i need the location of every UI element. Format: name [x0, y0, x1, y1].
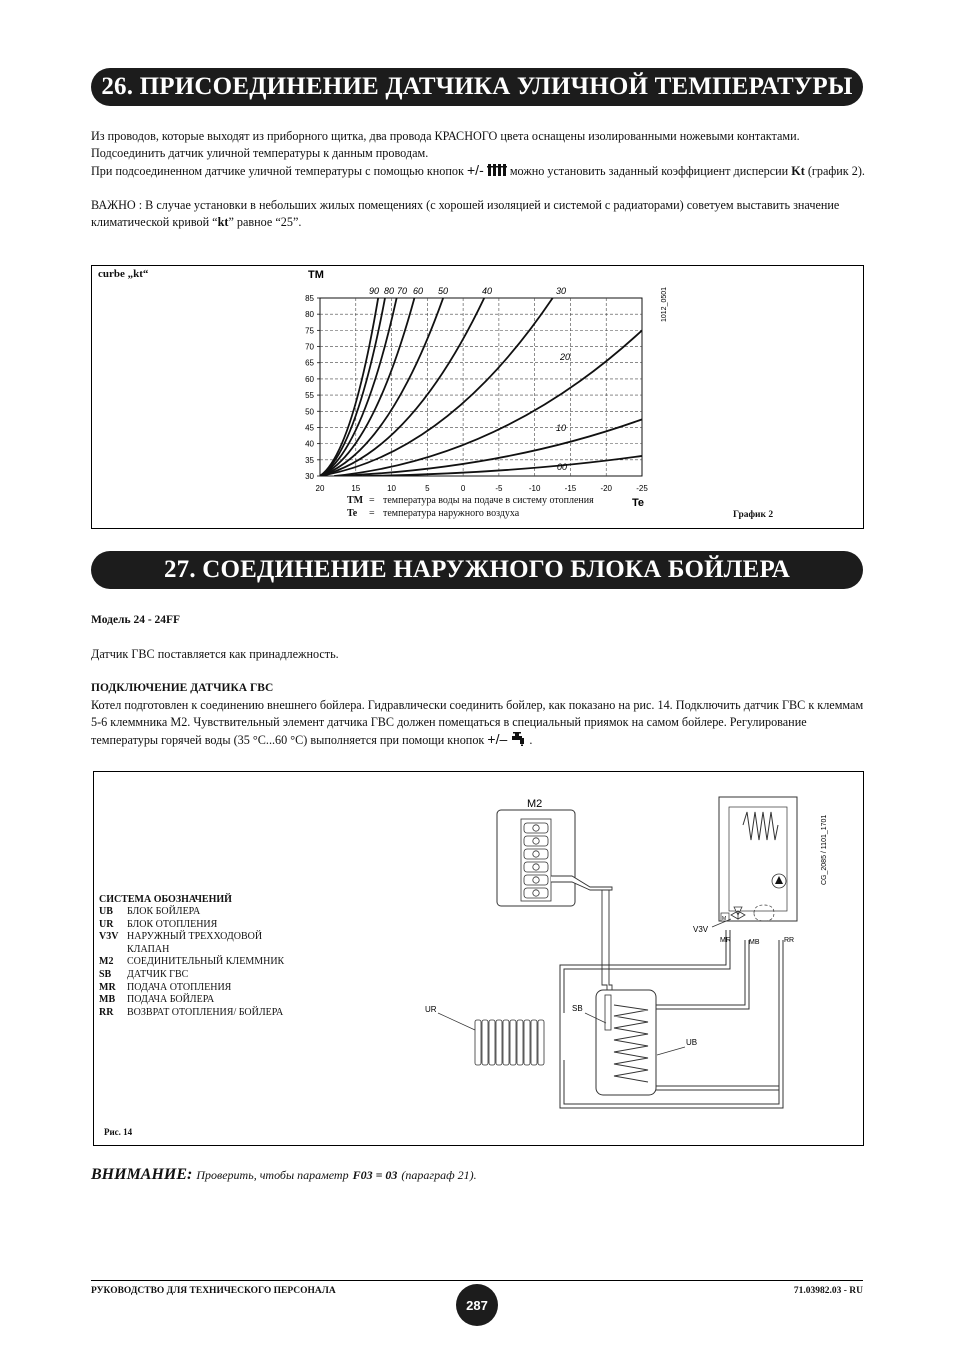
y-tick-label: 80	[305, 310, 314, 320]
parameter-value: F03 = 03	[352, 1168, 398, 1182]
radiator-fin	[524, 1020, 530, 1065]
legend-value: ВОЗВРАТ ОТОПЛЕНИЯ/ БОЙЛЕРА	[127, 1006, 284, 1018]
piping	[560, 930, 783, 1108]
y-tick-label: 50	[305, 407, 314, 417]
x-tick-label: -5	[495, 484, 503, 493]
model-label: Модель 24 - 24FF	[91, 614, 181, 626]
x-axis-label: Te	[632, 497, 645, 509]
paragraph-important: ВАЖНО : В случае установки в небольших жилых помещениях (с хорошей изоляцией и системой с радиаторами) советуем выставить значение климатической кривой “kt” равное “25”.	[91, 198, 840, 229]
figure-caption: Рис. 14	[104, 1127, 133, 1137]
radiator-fin	[531, 1020, 537, 1065]
terminal-screw	[533, 877, 539, 883]
curve-label-20: 20	[560, 352, 571, 362]
y-tick-label: 40	[305, 439, 314, 449]
v3v-label: V3V	[693, 925, 709, 934]
y-tick-label: 75	[305, 326, 314, 336]
footer-rule	[91, 1280, 863, 1281]
x-tick-label: -25	[636, 484, 648, 493]
legend-key: MR	[99, 981, 116, 993]
legend-key: UR	[99, 918, 114, 930]
x-tick-label: 0	[460, 484, 466, 493]
sb-label: SB	[572, 1004, 583, 1013]
curve-label-40: 40	[482, 286, 493, 296]
gas-boiler-housing	[719, 797, 797, 921]
footer-right: 71.03982.03 - RU	[793, 1286, 863, 1296]
footer-left: РУКОВОДСТВО ДЛЯ ТЕХНИЧЕСКОГО ПЕРСОНАЛА	[91, 1286, 336, 1296]
curve-label-00: 00	[557, 462, 568, 472]
radiator-fin	[482, 1020, 488, 1065]
paragraph-kt: При подсоединенном датчике уличной температуры с помощью кнопок +/- можно установить заданный коэффициент дисперсии Kt (график 2).	[91, 162, 865, 178]
mr-label: MR	[720, 937, 731, 944]
attention-note: ВНИМАНИЕ: Проверить, чтобы параметр F03 = 03 (параграф 21).	[91, 1166, 477, 1183]
attention-label: ВНИМАНИЕ:	[91, 1166, 193, 1183]
page-number: 287	[456, 1284, 498, 1326]
x-tick-label: -10	[528, 484, 541, 493]
terminal-screw	[533, 838, 539, 844]
radiator	[475, 1020, 544, 1065]
terminal-strip	[521, 819, 551, 901]
section-26-title: 26. ПРИСОЕДИНЕНИЕ ДАТЧИКА УЛИЧНОЙ ТЕМПЕРАТУРЫ	[91, 68, 863, 106]
radiator-fin	[517, 1020, 523, 1065]
y-tick-label: 85	[305, 294, 314, 303]
radiator-fin	[503, 1020, 509, 1065]
y-tick-label: 60	[305, 374, 314, 384]
y-tick-label: 45	[305, 423, 314, 433]
svg-text:M: M	[722, 916, 727, 922]
paragraph-wires: Из проводов, которые выходят из приборного щитка, два провода КРАСНОГО цвета оснащены изолированными ножевыми контактами. Подсоединить датчик уличной температуры к данным проводам.	[91, 129, 800, 160]
curve-label-70: 70	[397, 286, 408, 296]
legend-value: БЛОК БОЙЛЕРА	[127, 906, 201, 917]
legend-te: Te = температура наружного воздуха	[347, 507, 520, 519]
radiator-fin	[510, 1020, 516, 1065]
legend-key: SB	[99, 968, 112, 980]
mb-label: MB	[749, 939, 760, 946]
legend-key: M2	[99, 956, 114, 968]
x-tick-label: 10	[387, 484, 397, 493]
y-tick-label: 30	[305, 472, 314, 481]
y-axis-label: TM	[308, 269, 324, 281]
plus-minus-button-label-2: +/–	[487, 731, 508, 747]
paragraph-accessory: Датчик ГВС поставляется как принадлежность.	[91, 647, 339, 661]
legend-key: V3V	[99, 931, 119, 943]
legend-value: КЛАПАН	[127, 943, 170, 955]
legend-value: СОЕДИНИТЕЛЬНЫЙ КЛЕММНИК	[127, 956, 285, 968]
x-tick-label: 20	[315, 484, 325, 493]
x-tick-label: -20	[600, 484, 613, 493]
legend-value: ДАТЧИК ГВС	[127, 968, 189, 980]
y-tick-label: 55	[305, 391, 314, 401]
curve-label-90: 90	[369, 286, 380, 296]
terminal-screw	[533, 864, 539, 870]
curve-label-80: 80	[384, 286, 395, 296]
y-tick-label: 65	[305, 358, 314, 368]
terminal-screw	[533, 825, 539, 831]
plus-minus-button-label: +/-	[467, 162, 484, 178]
radiator-fin	[496, 1020, 502, 1065]
chart-code: 1012_0501	[661, 286, 668, 322]
x-tick-label: 5	[425, 484, 430, 493]
graph-caption: График 2	[733, 510, 774, 520]
legend-title: СИСТЕМА ОБОЗНАЧЕНИЙ	[99, 894, 232, 905]
m2-label: M2	[527, 798, 543, 810]
legend-key: UB	[99, 906, 113, 917]
terminal-screw	[533, 851, 539, 857]
curve-label-60: 60	[413, 286, 424, 296]
legend-value: ПОДАЧА ОТОПЛЕНИЯ	[127, 981, 232, 993]
curve-label: curbe „kt“	[98, 268, 149, 280]
terminal-screw	[533, 890, 539, 896]
legend-value: БЛОК ОТОПЛЕНИЯ	[127, 918, 218, 930]
curve-label-10: 10	[556, 423, 567, 433]
curve-label-30: 30	[556, 286, 567, 296]
y-tick-label: 35	[305, 455, 314, 465]
paragraph-connection: Котел подготовлен к соединению внешнего бойлера. Гидравлически соединить бойлер, как показано на рис. 14. Подключить датчик ГВС к клеммам 5-6 клеммника M2. Чувствительный элемент датчика ГВС должен помещаться в специальный приямок на самом бойлере. Регулирование температуры горячей воды (35 °C...60 °C) выполняется при помощи кнопок +/– .	[91, 698, 864, 747]
x-tick-label: -15	[564, 484, 577, 493]
y-tick-label: 70	[305, 342, 314, 352]
sensor-pocket	[605, 995, 611, 1030]
x-tick-label: 15	[351, 484, 361, 493]
legend-value: ПОДАЧА БОЙЛЕРА	[127, 994, 215, 1006]
legend-tm: TM = температура воды на подаче в систему отопления	[347, 495, 594, 506]
rr-label: RR	[784, 937, 795, 944]
curve-label-50: 50	[438, 286, 449, 296]
legend-value: НАРУЖНЫЙ ТРЕХХОДОВОЙ	[127, 931, 263, 943]
radiator-fin	[489, 1020, 495, 1065]
legend-key: MB	[99, 994, 116, 1006]
subheading-dhw-sensor: ПОДКЛЮЧЕНИЕ ДАТЧИКА ГВС	[91, 682, 274, 694]
radiator-fin	[538, 1020, 544, 1065]
ub-label: UB	[686, 1038, 698, 1047]
radiator-fin	[475, 1020, 481, 1065]
legend-key: RR	[99, 1006, 114, 1018]
ur-label: UR	[425, 1005, 437, 1014]
section-27-title: 27. СОЕДИНЕНИЕ НАРУЖНОГО БЛОКА БОЙЛЕРА	[91, 551, 863, 589]
diagram-code: CG_2085 / 1101_1701	[821, 814, 828, 885]
